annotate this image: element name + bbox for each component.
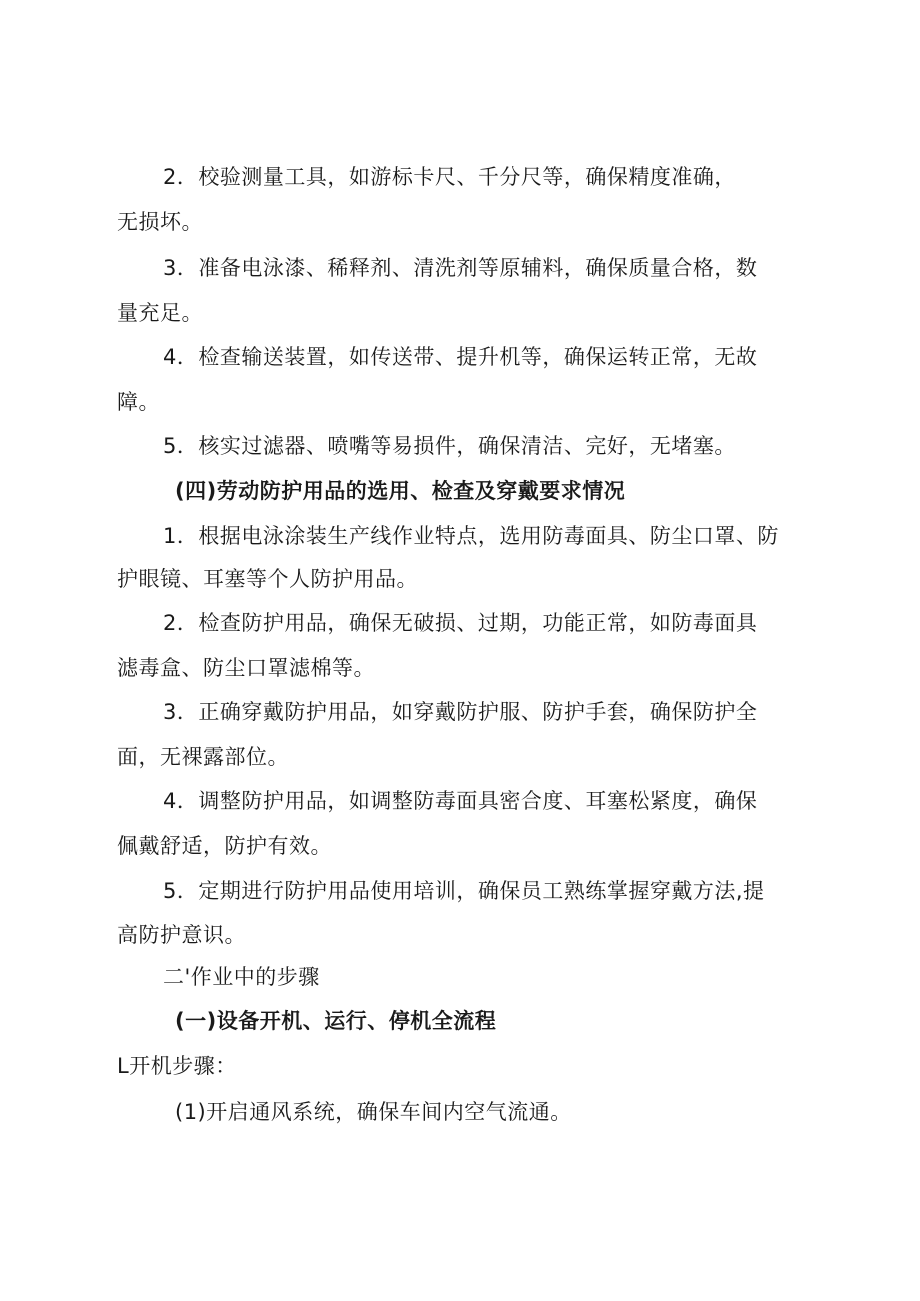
paragraph-line: 障。 (117, 390, 160, 414)
paragraph-line: 滤毒盒、防尘口罩滤棉等。 (117, 656, 375, 680)
subheading: L开机步骤： (117, 1054, 237, 1078)
paragraph-line: 2．检查防护用品，确保无破损、过期，功能正常，如防毒面具 (163, 611, 758, 635)
paragraph-line: 4．调整防护用品，如调整防毒面具密合度、耳塞松紧度，确保 (163, 789, 758, 813)
paragraph-line: 量充足。 (117, 301, 203, 325)
paragraph-line: 3．正确穿戴防护用品，如穿戴防护服、防护手套，确保防护全 (163, 700, 758, 724)
paragraph-line: 护眼镜、耳塞等个人防护用品。 (117, 567, 418, 591)
section-heading: (四)劳动防护用品的选用、检查及穿戴要求情况 (175, 479, 626, 503)
paragraph-line: 3．准备电泳漆、稀释剂、清洗剂等原辅料，确保质量合格，数 (163, 256, 758, 280)
section-heading: (一)设备开机、运行、停机全流程 (175, 1009, 497, 1033)
paragraph-line: 面，无裸露部位。 (117, 745, 289, 769)
paragraph-line: 2．校验测量工具，如游标卡尺、千分尺等，确保精度准确， (163, 165, 736, 189)
paragraph-line: 5．定期进行防护用品使用培训，确保员工熟练掌握穿戴方法,提 (163, 879, 765, 903)
paragraph-line: (1)开启通风系统，确保车间内空气流通。 (175, 1100, 572, 1124)
paragraph-line: 4．检查输送装置，如传送带、提升机等，确保运转正常，无故 (163, 345, 758, 369)
paragraph-line: 无损坏。 (117, 210, 203, 234)
paragraph-line: 1．根据电泳涂装生产线作业特点，选用防毒面具、防尘口罩、防 (163, 524, 779, 548)
chapter-heading: 二'作业中的步骤 (163, 965, 320, 989)
paragraph-line: 佩戴舒适，防护有效。 (117, 834, 332, 858)
paragraph-line: 5．核实过滤器、喷嘴等易损件，确保清洁、完好，无堵塞。 (163, 434, 736, 458)
paragraph-line: 高防护意识。 (117, 923, 246, 947)
